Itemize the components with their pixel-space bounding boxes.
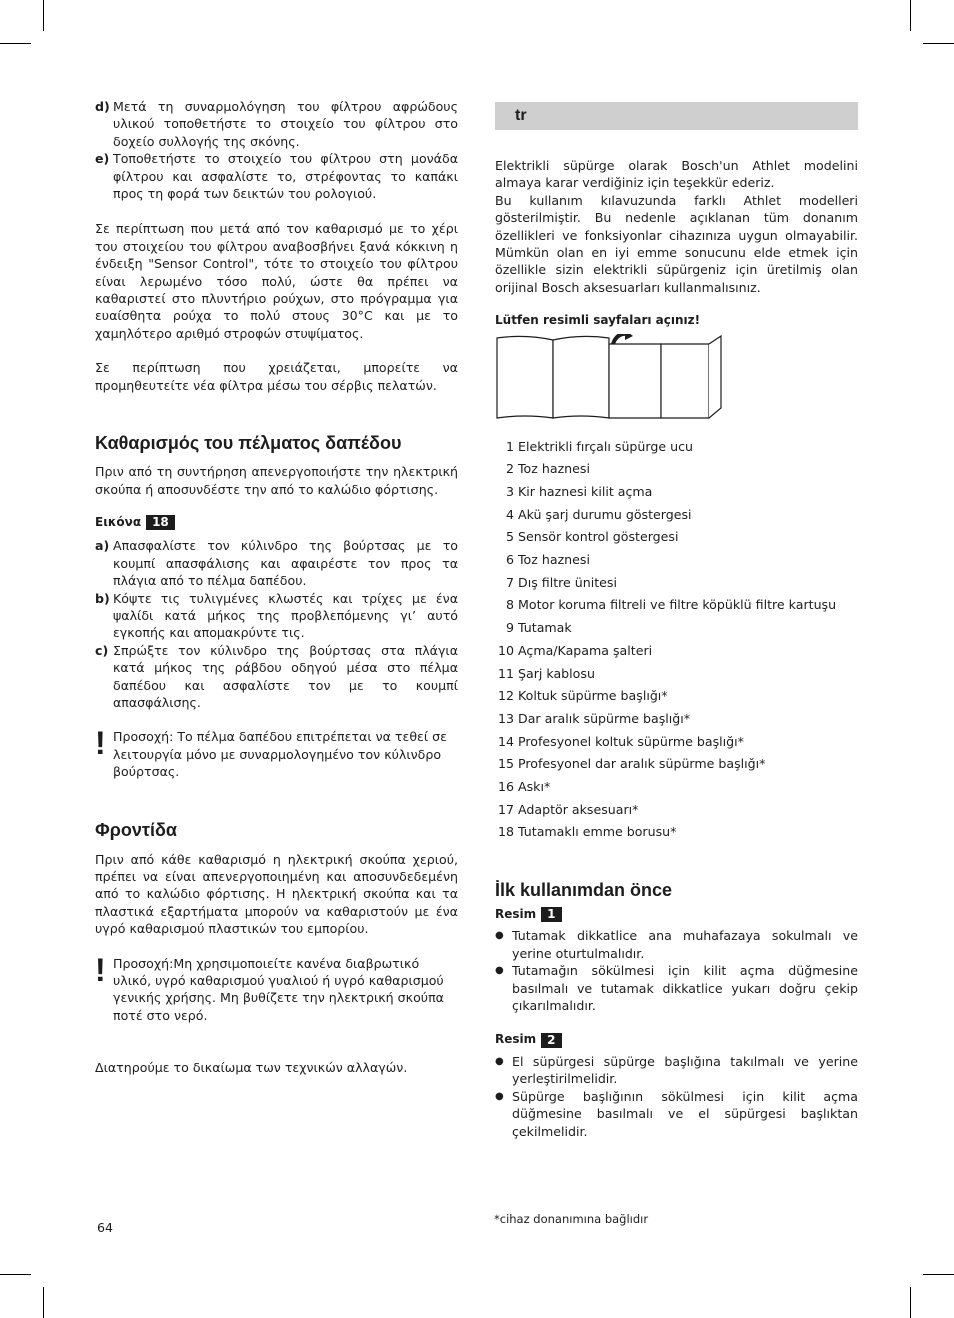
bullet-item (495, 927, 858, 962)
step-text: Σπρώξτε τον κύλινδρο της βούρτσας στα πλάγια κατά μήκος της ράβδου οδηγού μέσα στο πέλμα δαπέδου και ασφαλίστε τον με το κουμπί απασφάλισης. (113, 642, 458, 710)
fold-out-pages-illustration (495, 334, 727, 422)
part-name: Elektrikli fırçalı süpürge ucu (518, 438, 693, 454)
warning-care (95, 951, 458, 1025)
part-name: Akü şarj durumu göstergesi (518, 506, 692, 522)
section-heading-before-first-use: İlk kullanımdan önce (495, 880, 673, 901)
part-name: Dar aralık süpürme başlığı* (518, 710, 691, 726)
part-name: Şarj kablosu (518, 665, 595, 681)
intro-paragraph-2: Bu kullanım kılavuzunda farklı Athlet modelleri gösterilmiştir. Bu nedenle açıklanan tüm donanım özellikleri ve fonksiyonlar cihazınıza uygun olmayabilir. Mümkün olan en iyi emme sonucunu elde etmek için özellikle sizin elektrikli süpürgeniz için üretilmiş olan orijinal Bosch aksesuarları kullanmalısınız. (495, 192, 858, 295)
part-name: Toz haznesi (518, 552, 590, 568)
open-pages-note: Lütfen resimli sayfaları açınız! (495, 313, 701, 328)
technical-changes-note: Διατηρούμε το δικαίωμα των τεχνικών αλλαγών. (95, 1060, 408, 1076)
part-number: 10 (497, 642, 514, 658)
part-number: 8 (505, 597, 514, 613)
step-d (95, 98, 458, 150)
part-name: Profesyonel dar aralık süpürme başlığı* (518, 756, 766, 772)
parts-list-item (495, 685, 858, 708)
warning-floor-nozzle (95, 725, 458, 780)
step-text: Τοποθετήστε το στοιχείο του φίλτρου στη μονάδα φίλτρου και ασφαλίστε το, στρέφοντας το καπάκι προς τη φορά των δεικτών του ρολογιού. (113, 151, 458, 202)
step-e (95, 150, 458, 202)
figure-label: Resim (495, 907, 537, 922)
parts-list-item (495, 731, 858, 754)
step-c (95, 642, 458, 712)
care-paragraph: Πριν από κάθε καθαρισμό η ηλεκτρική σκούπα χεριού, πρέπει να είναι απενεργοποιημένη και αποσυνδεδεμένη από το καλώδιο φόρτισης. Η ηλεκτρική σκούπα και τα πλαστικά εξαρτήματα μπορούν να καθαριστούν με ένα υγρό καθαρισμού πλαστικών του εμπορίου. (95, 851, 458, 937)
step-text: Απασφαλίστε τον κύλινδρο της βούρτσας με το κουμπί απασφάλισης και αφαιρέστε τον προς τα πλάγια από το πέλμα δαπέδου. (113, 538, 458, 589)
figure-number: 1 (541, 907, 561, 922)
bullet-item (495, 1053, 858, 1088)
part-name: Tutamaklı emme borusu* (518, 824, 677, 840)
part-number: 15 (497, 756, 514, 772)
part-name: Askı* (518, 778, 551, 794)
part-name: Sensör kontrol göstergesi (518, 529, 679, 545)
bullet-icon: ● (495, 1055, 504, 1067)
bullet-text: Tutamak dikkatlice ana muhafazaya sokulmalı ve yerine oturtulmalıdır. (512, 928, 858, 961)
part-name: Açma/Kapama şalteri (518, 642, 653, 658)
figure-label: Εικόνα (95, 514, 142, 529)
left-column (95, 98, 458, 1077)
parts-list-item (495, 617, 858, 640)
parts-list-item (495, 526, 858, 549)
service-paragraph: Σε περίπτωση που χρειάζεται, μπορείτε να προμηθευτείτε νέα φίλτρα μέσω του σέρβις πελατών. (95, 360, 458, 393)
section-heading-care: Φροντίδα (95, 819, 177, 840)
part-number: 2 (505, 461, 514, 477)
exclamation-icon: ! (95, 951, 106, 988)
section-heading-floor-nozzle: Καθαρισμός του πέλματος δαπέδου (95, 433, 402, 454)
parts-list-item (495, 572, 858, 595)
bullet-item (495, 962, 858, 1014)
bullet-icon: ● (495, 1090, 504, 1102)
crop-mark (0, 43, 31, 44)
parts-list-item (495, 776, 858, 799)
bullet-item (495, 1088, 858, 1140)
sensor-control-paragraph: Σε περίπτωση που μετά από τον καθαρισμό με το χέρι του στοιχείου του φίλτρου αναβοσβήνει ξανά κόκκινη η ένδειξη "Sensor Control", τότε το στοιχείο του φίλτρου είναι λερωμένο τόσο πολύ, ώστε θα πρέπει να καθαριστεί στο πλυντήριο ρούχων, στο πρόγραμμα για ευαίσθητα ρούχα το πολύ στους 30°C και με το χαμηλότερο αριθμό στροφών στυψίματος. (95, 221, 458, 341)
warning-text: Προσοχή: Το πέλμα δαπέδου επιτρέπεται να τεθεί σε λειτουργία μόνο με συναρμολογημένο τον κύλινδρο βούρτσας. (113, 729, 447, 780)
bullet-text: El süpürgesi süpürge başlığına takılmalı ve yerine yerleştirilmelidir. (512, 1053, 858, 1087)
part-number: 7 (505, 574, 514, 590)
part-number: 18 (497, 824, 514, 840)
bullet-text: Süpürge başlığının sökülmesi için kilit açma düğmesine basılmalı ve el süpürgesi başlıktan çekilmelidir. (512, 1088, 858, 1139)
part-number: 5 (505, 529, 514, 545)
part-name: Dış filtre ünitesi (518, 574, 617, 590)
figure-reference-1 (495, 906, 858, 923)
part-number: 11 (497, 665, 514, 681)
part-number: 6 (505, 552, 514, 568)
maintenance-paragraph: Πριν από τη συντήρηση απενεργοποιήστε την ηλεκτρική σκούπα ή αποσυνδέστε την από το καλώδιο φόρτισης. (95, 464, 458, 497)
parts-list-item (495, 436, 858, 459)
part-number: 14 (497, 733, 514, 749)
part-name: Koltuk süpürme başlığı* (518, 688, 668, 704)
part-number: 9 (505, 620, 514, 636)
page-number: 64 (97, 1220, 114, 1235)
part-name: Toz haznesi (518, 461, 590, 477)
step-label: d) (95, 99, 110, 114)
crop-mark (923, 43, 954, 44)
parts-list-item (495, 821, 858, 844)
crop-mark (43, 0, 44, 31)
step-a (95, 537, 458, 589)
step-b (95, 590, 458, 642)
parts-list (495, 436, 858, 844)
part-number: 1 (505, 438, 514, 454)
parts-list-item (495, 549, 858, 572)
footnote: *cihaz donanımına bağlıdır (494, 1212, 649, 1226)
part-number: 17 (497, 801, 514, 817)
crop-mark (910, 0, 911, 31)
bullet-list-2 (495, 1053, 858, 1140)
figure-number: 18 (146, 515, 175, 530)
part-name: Kir haznesi kilit açma (518, 484, 653, 500)
parts-list-item (495, 640, 858, 663)
parts-list-item (495, 708, 858, 731)
figure-label: Resim (495, 1032, 537, 1047)
parts-list-item (495, 481, 858, 504)
figure-reference (95, 514, 458, 531)
step-label: c) (95, 642, 109, 658)
bullet-icon: ● (495, 965, 504, 977)
step-text: Κόψτε τις τυλιγμένες κλωστές και τρίχες με ένα ψαλίδι κατά μήκος της προβλεπόμενης γι’ αυτό εγκοπής και απομακρύντε τις. (113, 590, 458, 641)
part-name: Tutamak (518, 620, 572, 636)
part-number: 3 (505, 484, 514, 500)
part-number: 13 (497, 710, 514, 726)
figure-number: 2 (541, 1033, 561, 1048)
step-text: Μετά τη συναρμολόγηση του φίλτρου αφρώδους υλικού τοποθετήστε το στοιχείο του φίλτρου στο δοχείο συλλογής της σκόνης. (113, 99, 458, 149)
intro-paragraph: Elektrikli süpürge olarak Bosch'un Athlet modelini almaya karar verdiğiniz için teşekkür ederiz. (495, 158, 858, 191)
parts-list-item (495, 663, 858, 686)
language-bar: tr (495, 102, 858, 130)
part-number: 16 (497, 778, 514, 794)
step-label: b) (95, 590, 110, 606)
parts-list-item (495, 753, 858, 776)
bullet-icon: ● (495, 930, 504, 942)
crop-mark (910, 1287, 911, 1318)
crop-mark (0, 1274, 31, 1275)
parts-list-item (495, 504, 858, 527)
bullet-text: Tutamağın sökülmesi için kilit açma düğmesine basılmalı ve tutamak dikkatlice yukarı doğru çekip çıkarılmalıdır. (512, 963, 858, 1014)
parts-list-item (495, 594, 858, 617)
crop-mark (43, 1287, 44, 1318)
step-label: e) (95, 151, 110, 167)
crop-mark (923, 1274, 954, 1275)
step-label: a) (95, 538, 110, 554)
parts-list-item (495, 799, 858, 822)
parts-list-item (495, 458, 858, 481)
part-name: Adaptör aksesuarı* (518, 801, 639, 817)
warning-text: Προσοχή:Μη χρησιμοποιείτε κανένα διαβρωτικό υλικό, υγρό καθαρισμού γυαλιού ή υγρό καθαρισμού γενικής χρήσης. Μη βυθίζετε την ηλεκτρική σκούπα ποτέ στο νερό. (113, 955, 444, 1023)
part-name: Motor koruma filtreli ve filtre köpüklü filtre kartuşu (518, 597, 837, 613)
part-number: 4 (505, 506, 514, 522)
figure-reference-2 (495, 1031, 858, 1048)
exclamation-icon: ! (95, 725, 106, 762)
part-number: 12 (497, 688, 514, 704)
right-column (495, 102, 858, 1140)
bullet-list-1 (495, 927, 858, 1014)
part-name: Profesyonel koltuk süpürme başlığı* (518, 733, 744, 749)
